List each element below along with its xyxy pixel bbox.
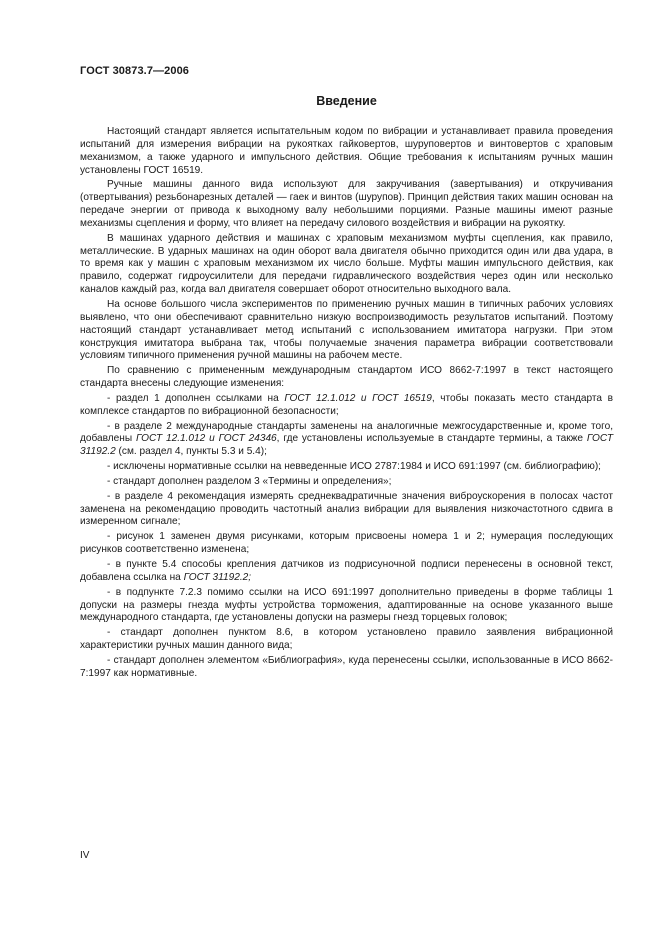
- standard-reference: ГОСТ 12.1.012 и ГОСТ 16519: [284, 392, 432, 404]
- paragraph: [80, 393, 613, 419]
- text-run: По сравнению с примененным международным стандартом ИСО 8662-7:1997 в текст настоящего стандарта внесены следующие изменения:: [80, 365, 613, 390]
- paragraph: [80, 179, 613, 230]
- page-number: IV: [80, 850, 90, 861]
- text-run: , чтобы показать место стандарта в комплексе стандартов по вибрационной безопасности;: [80, 392, 613, 417]
- text-run: В машинах ударного действия и машинах с храповым механизмом муфты сцепления, как правило, металлические. В ударных машинах на один оборот вала двигателя обычно приходится один или два удара, в то время как у машин с храповым механизмом их число больше. Муфты машин импульсного действия, как правило, содержат гидроусилители для передачи гидравлического воздействия через один или несколько каналов каждый раз, когда вал двигателя совершает оборот относительно выходного вала.: [80, 232, 613, 296]
- paragraph: [80, 531, 613, 557]
- text-run: - в разделе 4 рекомендация измерять среднеквадратичные значения виброускорения в полосах частот заменена на рекомендацию проводить частотный анализ вибрации для выявления низкочастотного сдвига в измеренном сигнале;: [80, 490, 613, 528]
- paragraph: [80, 126, 613, 177]
- text-run: - в разделе 2 международные стандарты заменены на аналогичные межгосударственные и, кроме того, добавлены: [80, 420, 613, 445]
- text-run: Настоящий стандарт является испытательным кодом по вибрации и устанавливает правила проведения испытаний для измерения вибрации на рукоятках гайковертов, шуруповертов и винтовертов с храповым механизмом, а также ударного и импульсного действия. Общие требования к испытаниям ручных машин установлены ГОСТ 16519.: [80, 126, 613, 176]
- paragraph: [80, 233, 613, 297]
- text-run: (см. раздел 4, пункты 5.3 и 5.4);: [115, 446, 267, 458]
- paragraph: [80, 365, 613, 391]
- text-run: - рисунок 1 заменен двумя рисунками, которым присвоены номера 1 и 2; нумерация последующих рисунков соответственно изменена;: [80, 531, 613, 556]
- paragraph: [80, 491, 613, 530]
- text-run: , где установлены используемые в стандарте термины, а также: [276, 433, 587, 445]
- paragraph: [80, 655, 613, 681]
- introduction-body: [80, 126, 613, 683]
- paragraph: [80, 299, 613, 363]
- standard-reference: ГОСТ 12.1.012 и ГОСТ 24346: [136, 433, 277, 445]
- section-title: Введение: [316, 94, 377, 108]
- paragraph: [80, 461, 613, 474]
- text-run: На основе большого числа экспериментов по применению ручных машин в типичных рабочих условиях выявлено, что они обеспечивают сравнительно низкую воспроизводимость результатов испытаний. Поэтому настоящий стандарт устанавливает метод испытаний с использованием имитатора нагрузки. При этом конструкция имитатора выбрана так, чтобы получаемые значения параметра вибрации соответствовали условиям типичного применения ручной машины на рабочем месте.: [80, 298, 613, 362]
- text-run: - раздел 1 дополнен ссылками на: [107, 392, 285, 404]
- document-code-header: ГОСТ 30873.7—2006: [80, 65, 190, 77]
- standard-reference: ГОСТ 31192.2;: [183, 571, 252, 583]
- paragraph: [80, 421, 613, 460]
- text-run: - исключены нормативные ссылки на невведенные ИСО 2787:1984 и ИСО 691:1997 (см. библиографию);: [107, 461, 601, 473]
- standard-reference: ГОСТ 31192.2: [80, 433, 613, 458]
- text-run: - стандарт дополнен разделом 3 «Термины и определения»;: [107, 475, 392, 487]
- text-run: - в подпункте 7.2.3 помимо ссылки на ИСО 691:1997 дополнительно приведены в форме таблицы 1 допуски на размеры гнезда муфты устройства торможения, адаптированные на основе указанного выше международного стандарта, где установлены допуски на размеры гнезд торцевых головок;: [80, 586, 613, 624]
- text-run: Ручные машины данного вида используют для закручивания (завертывания) и откручивания (отвертывания) резьбонарезных деталей — гаек и винтов (шурупов). Принцип действия таких машин основан на передаче энергии от привода к выходному валу небольшими порциями. Разные машины имеют разные механизмы сцепления и форму, что влияет на передачу силового воздействия и вибрации на рукоятку.: [80, 179, 613, 229]
- text-run: - стандарт дополнен пунктом 8.6, в котором установлено правило заявления вибрационной характеристики ручных машин данного вида;: [80, 627, 613, 652]
- text-run: - стандарт дополнен элементом «Библиография», куда перенесены ссылки, использованные в ИСО 8662-7:1997 как нормативные.: [80, 654, 613, 679]
- text-run: - в пункте 5.4 способы крепления датчиков из подрисуночной подписи перенесены в основной текст, добавлена ссылка на: [80, 559, 613, 583]
- paragraph: [80, 476, 613, 489]
- paragraph: [80, 587, 613, 626]
- paragraph: [80, 559, 613, 585]
- paragraph: [80, 627, 613, 653]
